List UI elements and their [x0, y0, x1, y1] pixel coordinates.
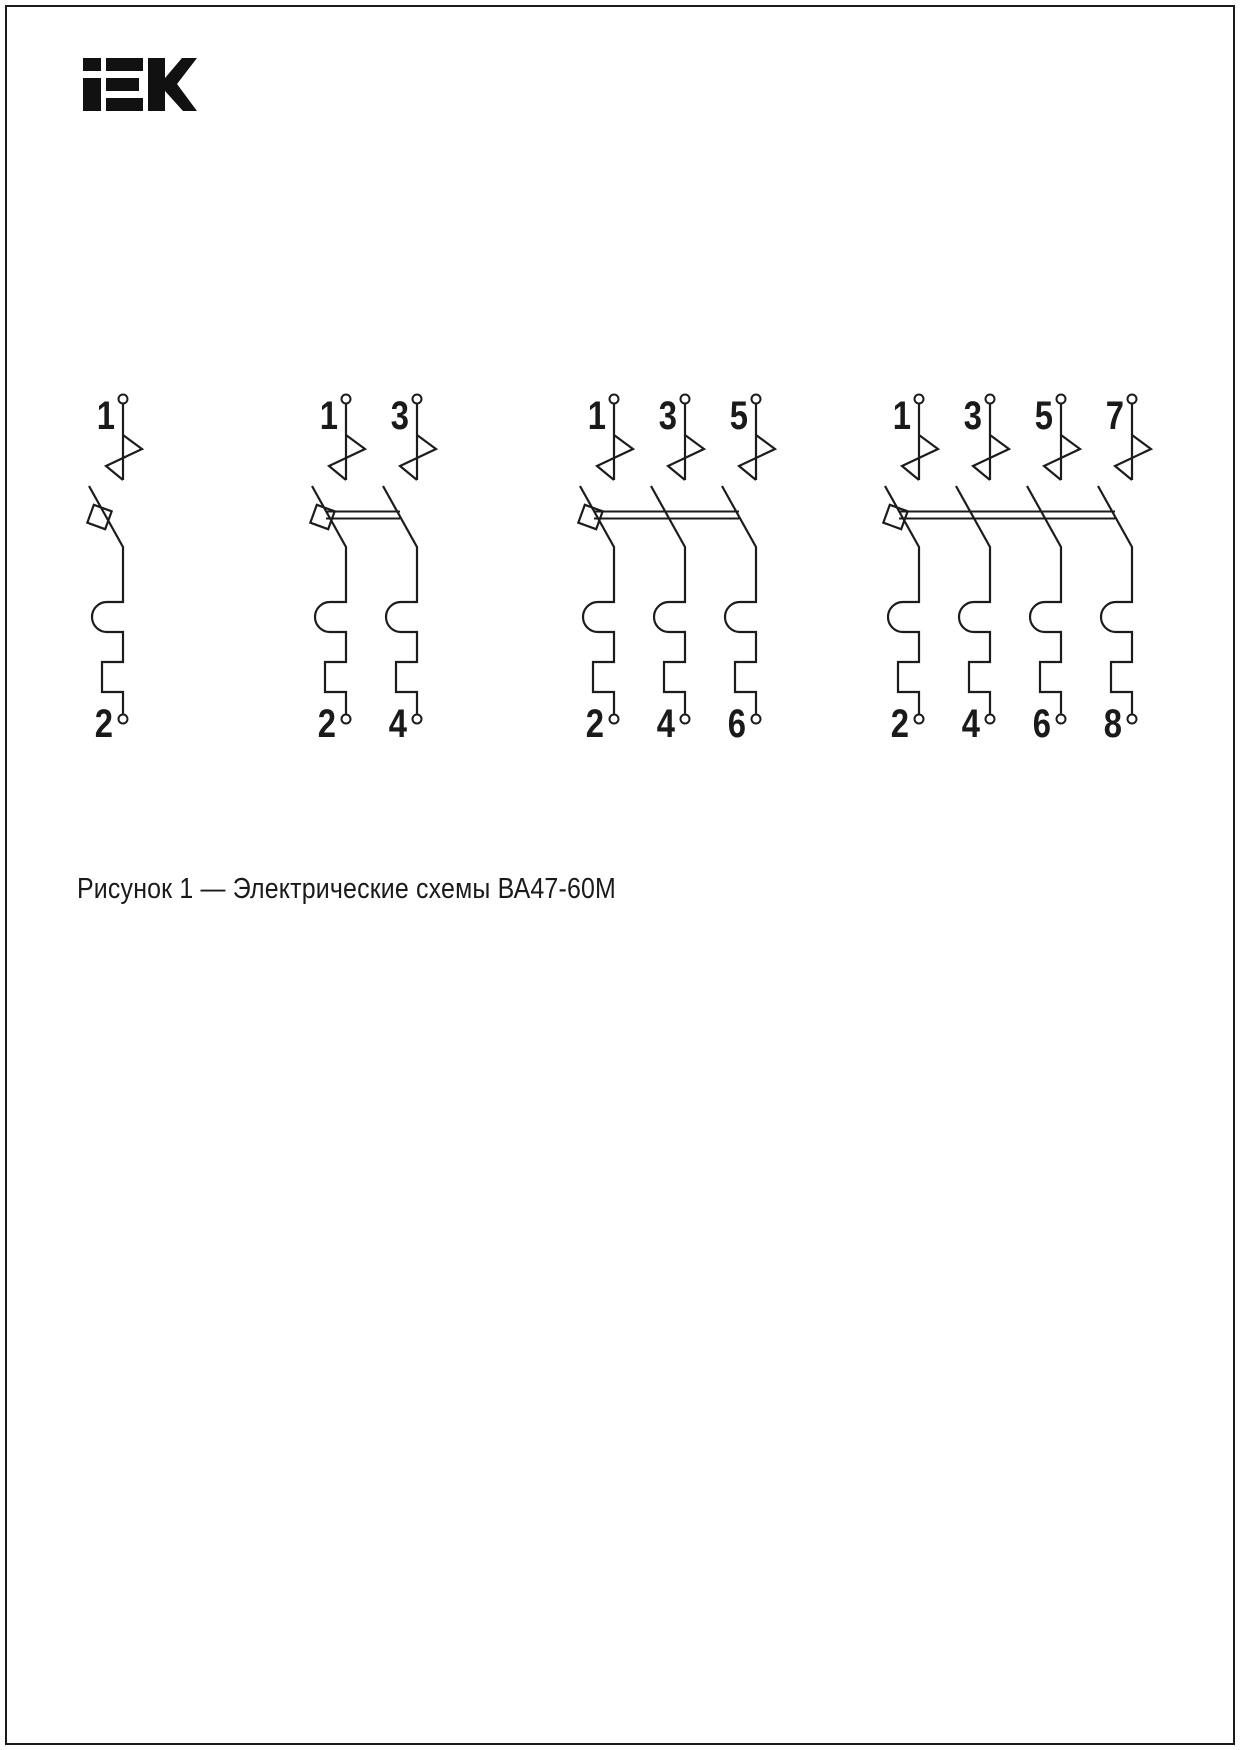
figure-caption: Рисунок 1 — Электрические схемы ВА47-60М [77, 873, 616, 905]
terminal-circle [681, 395, 690, 404]
terminal-circle [342, 395, 351, 404]
terminal-label-bottom: 4 [388, 700, 407, 746]
blade-and-coil-path [312, 486, 346, 715]
terminal-label-top: 1 [319, 392, 338, 438]
pole [1098, 393, 1151, 746]
terminal-label-top: 3 [963, 392, 982, 438]
terminal-circle [413, 395, 422, 404]
terminal-circle [915, 715, 924, 724]
terminal-circle [342, 715, 351, 724]
terminal-circle [119, 395, 128, 404]
terminal-circle [915, 395, 924, 404]
terminal-label-top: 5 [1034, 392, 1053, 438]
terminal-label-bottom: 8 [1103, 700, 1122, 746]
thermal-release-rect [883, 505, 907, 529]
blade-and-coil-path [580, 486, 614, 715]
blade-and-coil-path [89, 486, 123, 715]
diagram-1-pole [87, 393, 142, 746]
terminal-circle [1128, 395, 1137, 404]
terminal-circle [681, 715, 690, 724]
pole [956, 393, 1009, 746]
terminal-label-top: 5 [729, 392, 748, 438]
terminal-label-bottom: 4 [961, 700, 980, 746]
thermal-release-rect [310, 505, 334, 529]
diagram-3-pole [578, 393, 775, 746]
terminal-label-bottom: 2 [890, 700, 909, 746]
terminal-label-top: 3 [658, 392, 677, 438]
blade-and-coil-path [1098, 486, 1132, 715]
pole [87, 393, 142, 746]
terminal-label-top: 3 [390, 392, 409, 438]
terminal-circle [413, 715, 422, 724]
terminal-label-top: 1 [587, 392, 606, 438]
blade-and-coil-path [651, 486, 685, 715]
pole [1027, 393, 1080, 746]
pole [651, 393, 704, 746]
terminal-label-bottom: 6 [1032, 700, 1051, 746]
diagram-2-pole [310, 393, 436, 746]
pole [310, 393, 365, 746]
terminal-label-bottom: 2 [585, 700, 604, 746]
terminal-label-bottom: 4 [656, 700, 675, 746]
terminal-circle [752, 715, 761, 724]
terminal-label-bottom: 6 [727, 700, 746, 746]
diagram-4-pole [883, 393, 1151, 746]
blade-and-coil-path [383, 486, 417, 715]
pole [383, 393, 436, 746]
pole [578, 393, 633, 746]
terminal-circle [752, 395, 761, 404]
blade-and-coil-path [956, 486, 990, 715]
terminal-circle [1128, 715, 1137, 724]
thermal-release-rect [87, 505, 111, 529]
terminal-circle [1057, 395, 1066, 404]
terminal-circle [986, 715, 995, 724]
terminal-circle [1057, 715, 1066, 724]
terminal-label-bottom: 2 [94, 700, 113, 746]
thermal-release-rect [578, 505, 602, 529]
blade-and-coil-path [885, 486, 919, 715]
pole [722, 393, 775, 746]
terminal-circle [610, 395, 619, 404]
terminal-label-top: 1 [892, 392, 911, 438]
terminal-circle [986, 395, 995, 404]
terminal-label-top: 1 [96, 392, 115, 438]
blade-and-coil-path [1027, 486, 1061, 715]
terminal-label-top: 7 [1105, 392, 1124, 438]
pole [883, 393, 938, 746]
terminal-label-bottom: 2 [317, 700, 336, 746]
terminal-circle [610, 715, 619, 724]
blade-and-coil-path [722, 486, 756, 715]
terminal-circle [119, 715, 128, 724]
